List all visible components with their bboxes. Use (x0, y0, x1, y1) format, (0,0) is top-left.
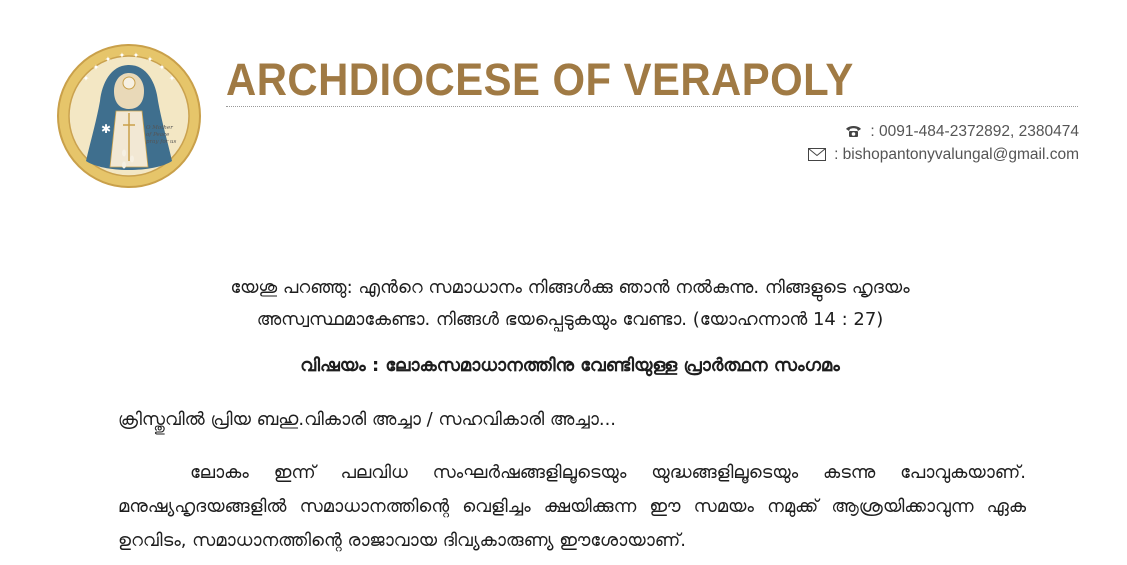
email-address[interactable]: : bishopantonyvalungal@gmail.com (834, 146, 1079, 163)
header-divider (226, 106, 1078, 107)
svg-text:✦: ✦ (132, 51, 140, 60)
letter-greeting: ക്രിസ്തുവിൽ പ്രിയ ബഹു.വികാരി അച്ചാ / സഹവികാരി അച്ചാ... (118, 409, 617, 430)
seal-motto-line: O Mother (146, 125, 173, 131)
verse-line: യേശു പറഞ്ഞു: എൻറെ സമാധാനം നിങ്ങൾക്കു ഞാൻ നൽകുന്നു. നിങ്ങളുടെ ഹൃദയം (230, 277, 910, 298)
svg-text:✦: ✦ (118, 51, 126, 60)
seal-motto-line: of Peace (146, 132, 170, 138)
contact-block (808, 120, 1079, 166)
svg-text:✦: ✦ (158, 63, 166, 72)
envelope-icon (808, 146, 834, 163)
bible-verse (140, 272, 1000, 336)
svg-text:✱: ✱ (100, 122, 112, 136)
telephone-icon (845, 123, 870, 140)
svg-text:✦: ✦ (168, 74, 176, 83)
svg-text:✦: ✦ (104, 55, 112, 64)
phone-line (808, 120, 1079, 143)
seal-motto-line: pray for us (146, 139, 177, 145)
svg-text:✦: ✦ (92, 63, 100, 72)
phone-number: : 0091-484-2372892, 2380474 (870, 123, 1079, 140)
verse-line: അസ്വസ്ഥമാകേണ്ടാ. നിങ്ങൾ ഭയപ്പെടുകയും വേണ്ടാ. (യോഹന്നാൻ 14 : 27) (256, 309, 884, 330)
letter-subject: വിഷയം : ലോകസമാധാനത്തിനു വേണ്ടിയുള്ള പ്രാർത്ഥന സംഗമം (300, 355, 840, 376)
organization-name: ARCHDIOCESE OF VERAPOLY (226, 54, 854, 105)
svg-text:✦: ✦ (82, 74, 90, 83)
archdiocese-seal-logo (56, 43, 202, 189)
svg-text:✦: ✦ (146, 55, 154, 64)
letter-paragraph: ലോകം ഇന്ന് പലവിധ സംഘർഷങ്ങളിലൂടെയും യുദ്ധങ്ങളിലൂടെയും കടന്നു പോവുകയാണ്. മനുഷ്യഹൃദയങ്ങളിൽ സമാധാനത്തിന്റെ വെളിച്ചം ക്ഷയിക്കുന്ന ഈ സമയം നമുക്ക് ആശ്രയിക്കാവുന്ന ഏക ഉറവിടം, സമാധാനത്തിന്റെ രാജാവായ ദിവ്യകാരുണ്യ ഈശോയാണ്. (118, 462, 1026, 551)
email-line (808, 143, 1079, 166)
